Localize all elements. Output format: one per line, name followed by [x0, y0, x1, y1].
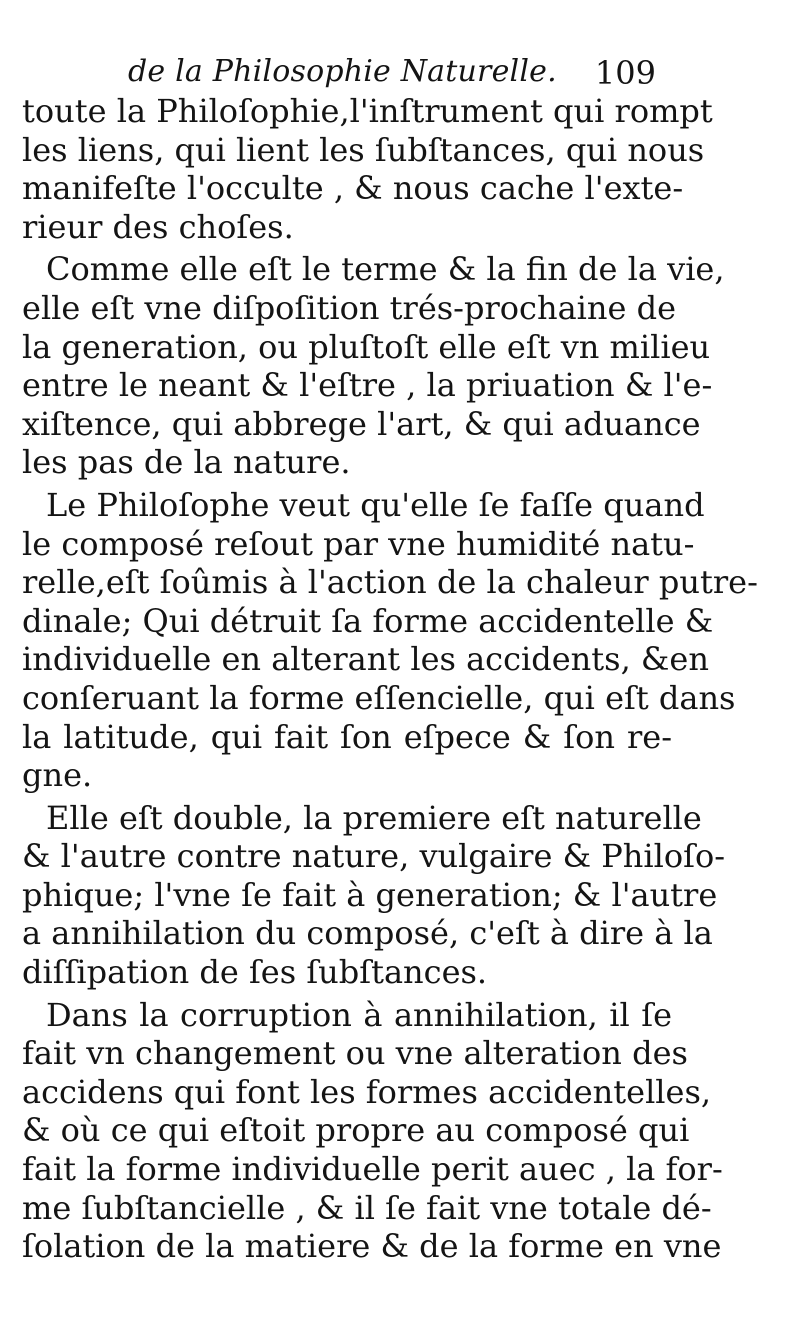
text-line: me ſubſtancielle , & il ſe fait vne totale dé- — [22, 1188, 712, 1227]
text-line: les liens, qui lient les ſubſtances, qui nous — [22, 130, 705, 169]
text-line: fait la forme individuelle perit auec , la for- — [22, 1150, 723, 1189]
text-line: manifeſte l'occulte , & nous cache l'exte- — [22, 169, 684, 208]
text-line: ſolation de la matiere & de la forme en vne — [22, 1227, 722, 1266]
text-line: & où ce qui eſtoit propre au composé qui — [22, 1111, 690, 1150]
text-line: individuelle en alterant les accidents, &en — [22, 640, 709, 679]
text-line: Dans la corruption à annihilation, il ſe — [46, 995, 672, 1034]
text-line: dinale; Qui détruit ſa forme accidentelle & — [22, 601, 714, 640]
paragraph — [22, 250, 725, 482]
text-line: la generation, ou pluſtoſt elle eſt vn milieu — [22, 327, 711, 366]
text-line: accidens qui font les formes accidentelles, — [22, 1072, 712, 1111]
text-line: la latitude, qui fait ſon eſpece & ſon re- — [22, 717, 672, 756]
text-line: relle,eſt ſoûmis à l'action de la chaleur putre- — [22, 563, 758, 602]
text-line: a annihilation du composé, c'eſt à dire à la — [22, 914, 713, 953]
text-line: Le Philoſophe veut qu'elle ſe faſſe quand — [46, 485, 705, 524]
text-line: toute la Philoſophie,l'inſtrument qui rompt — [22, 92, 713, 130]
page-number: 109 — [594, 54, 656, 92]
text-line: rieur des choſes. — [22, 207, 294, 246]
running-header — [128, 50, 668, 94]
text-line: le composé reſout par vne humidité natu- — [22, 524, 695, 563]
text-line: xiſtence, qui abbrege l'art, & qui aduance — [22, 404, 701, 443]
text-line: conſeruant la forme eſſencielle, qui eſt dans — [22, 678, 736, 717]
paragraph — [22, 485, 758, 795]
text-line: Elle eſt double, la premiere eſt naturelle — [46, 798, 702, 837]
text-line: les pas de la nature. — [22, 443, 351, 482]
text-line: Comme elle eſt le terme & la fin de la vie, — [46, 250, 725, 289]
text-line: & l'autre contre nature, vulgaire & Philoſo- — [22, 837, 726, 876]
paragraph — [22, 995, 723, 1266]
text-line: entre le neant & l'eſtre , la priuation & l'e- — [22, 366, 713, 405]
text-line: gne. — [22, 756, 93, 795]
text-line: phique; l'vne ſe fait à generation; & l'autre — [22, 875, 718, 914]
text-line: fait vn changement ou vne alteration des — [22, 1034, 688, 1073]
paragraph — [22, 798, 726, 992]
body-text — [22, 92, 758, 1266]
text-line: elle eſt vne diſpoſition trés-prochaine de — [22, 288, 677, 327]
running-title: de la Philosophie Naturelle. — [128, 54, 557, 89]
text-line: diſſipation de ſes ſubſtances. — [22, 953, 488, 992]
paragraph — [22, 92, 713, 246]
